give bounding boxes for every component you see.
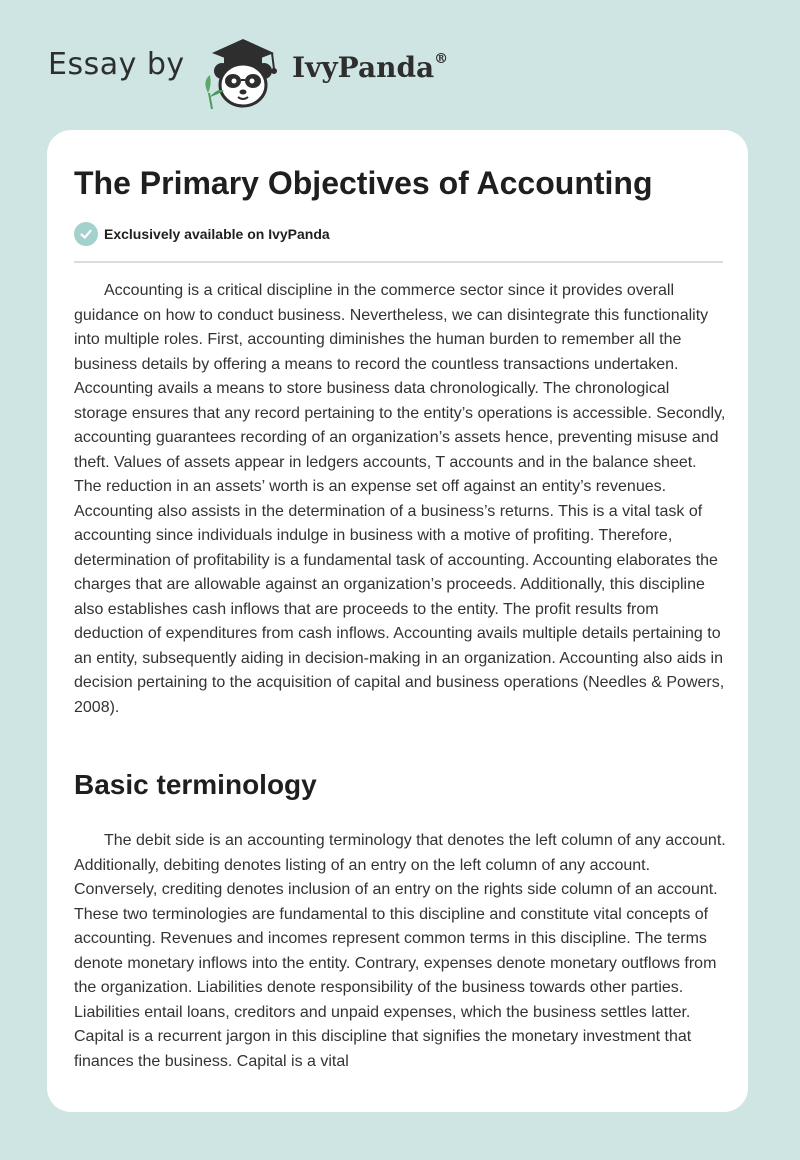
check-circle-icon bbox=[74, 222, 98, 246]
brand-name[interactable] bbox=[292, 50, 449, 84]
paragraph-objectives: Accounting is a critical discipline in the commerce sector since it provides overall guidance on how to conduct business. Nevertheless, we can disintegrate this functionality into multiple roles. First, accounting diminishes the human burden to remember all the business details by offering a means to record the countless transactions undertaken. Accounting avails a means to store business data chronologically. The chronological storage ensures that any record pertaining to the entity’s operations is accessible. Secondly, accounting guarantees recording of an organization’s assets hence, preventing misuse and theft. Values of assets appear in ledgers accounts, T accounts and in the balance sheet. The reduction in an assets’ worth is an expense set off against an entity’s revenues. Accounting also assists in the determination of a business’s returns. This is a vital task of accounting since individuals indulge in business with a motive of profiting. Therefore, determination of profitability is a fundamental task of accounting. Accounting elaborates the charges that are allowable against an organization’s proceeds. Additionally, this discipline also establishes cash inflows that are proceeds to the entity. The profit results from deduction of expenditures from cash inflows. Accounting avails multiple details pertaining to an entity, subsequently aiding in decision-making in an organization. Accounting also aids in decision pertaining to the acquisition of capital and business operations (Needles & Powers, 2008). bbox=[74, 282, 726, 716]
brand-name-text: IvyPanda bbox=[292, 51, 435, 84]
essay-card bbox=[47, 130, 748, 1112]
paragraph-terminology: The debit side is an accounting terminology that denotes the left column of any account. Additionally, debiting denotes listing of an entry on the left column of any account. Conversely, crediting denotes inclusion of an entry on the rights side column of an account. These two terminologies are fundamental to this discipline and constitute vital concepts of accounting. Revenues and incomes represent common terms in this discipline. The terms denote monetary inflows into the entity. Contrary, expenses denote monetary outflows from the organization. Liabilities denote responsibility of the business towards other parties. Liabilities entail loans, creditors and unpaid expenses, which the business settles latter. Capital is a recurrent jargon in this discipline that signifies the monetary investment that finances the business. Capital is a vital bbox=[74, 832, 726, 1070]
divider bbox=[74, 261, 723, 263]
exclusive-badge bbox=[74, 222, 330, 246]
site-header bbox=[0, 0, 800, 120]
section-heading-basic-terminology: Basic terminology bbox=[74, 769, 317, 800]
exclusive-badge-text: Exclusively available on IvyPanda bbox=[104, 226, 330, 242]
panda-graduate-logo-icon[interactable] bbox=[200, 35, 286, 111]
page-title: The Primary Objectives of Accounting bbox=[74, 165, 653, 201]
registered-mark: ® bbox=[434, 50, 449, 67]
essay-by-label: Essay by bbox=[48, 47, 185, 82]
